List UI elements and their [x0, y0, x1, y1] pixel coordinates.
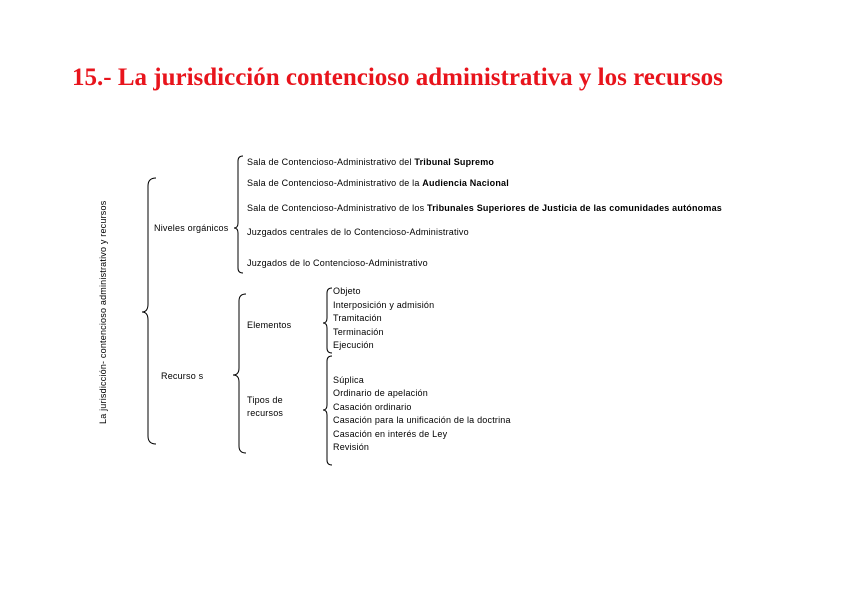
elemento-item: Objeto — [333, 286, 361, 296]
root-brace — [142, 178, 156, 444]
niveles-brace — [234, 156, 243, 273]
elemento-item: Terminación — [333, 327, 384, 337]
tipo-item: Casación ordinario — [333, 402, 412, 412]
tipo-item: Casación en interés de Ley — [333, 429, 448, 439]
recursos-label: Recurso s — [161, 371, 204, 381]
tipo-item: Súplica — [333, 375, 364, 385]
tipo-item: Ordinario de apelación — [333, 388, 428, 398]
nivel-item: Sala de Contencioso-Administrativo de la Audiencia Nacional — [247, 178, 509, 188]
tipos-brace — [323, 356, 332, 465]
nivel-item: Sala de Contencioso-Administrativo de los Tribunales Superiores de Justicia de las comunidades autónomas — [247, 203, 722, 213]
elementos-label: Elementos — [247, 320, 292, 330]
niveles-label: Niveles orgánicos — [154, 223, 229, 233]
elemento-item: Tramitación — [333, 313, 382, 323]
elemento-item: Interposición y admisión — [333, 300, 435, 310]
elemento-item: Ejecución — [333, 340, 374, 350]
nivel-item: Sala de Contencioso-Administrativo del Tribunal Supremo — [247, 157, 495, 167]
root-label: La jurisdicción- contencioso administrativo y recursos — [98, 200, 108, 424]
tipo-item: Revisión — [333, 442, 370, 452]
page-title: 15.- La jurisdicción contencioso administrativa y los recursos — [72, 64, 723, 91]
tipo-item: Casación para la unificación de la doctrina — [333, 415, 511, 425]
recursos-brace — [233, 294, 246, 453]
elementos-brace — [323, 288, 332, 353]
tipos-label-line1: Tipos de — [247, 395, 283, 405]
nivel-item: Juzgados de lo Contencioso-Administrativo — [247, 258, 428, 268]
tipos-label-line2: recursos — [247, 408, 284, 418]
nivel-item: Juzgados centrales de lo Contencioso-Administrativo — [247, 227, 469, 237]
